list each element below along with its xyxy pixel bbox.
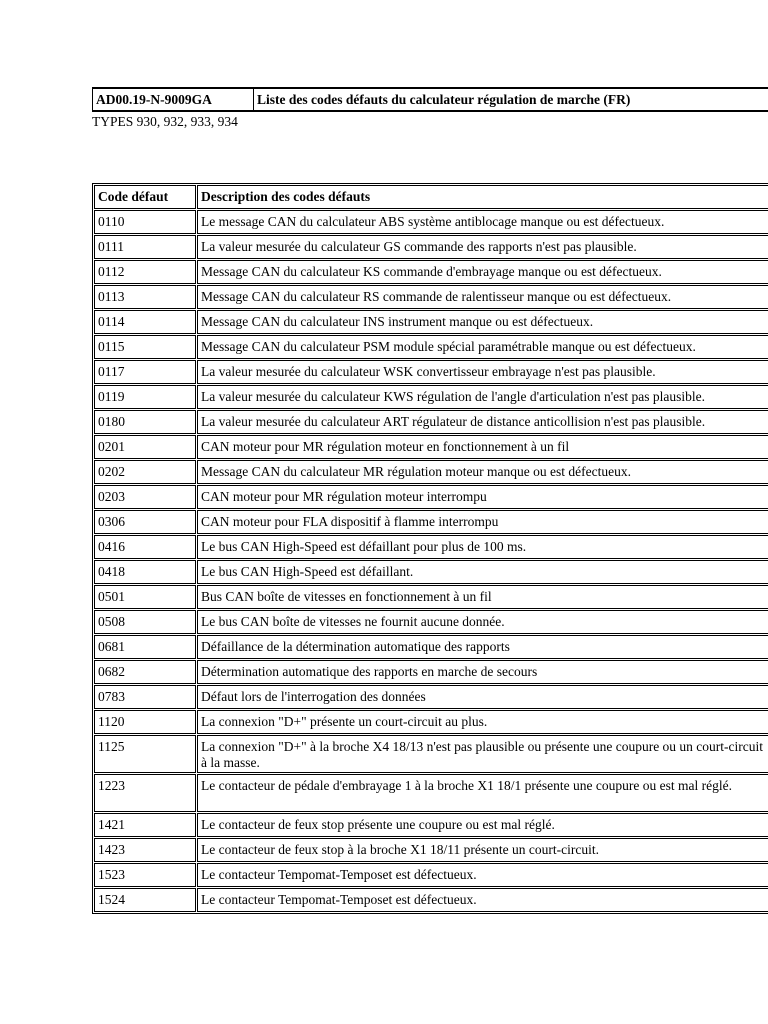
fault-description: La valeur mesurée du calculateur WSK convertisseur embrayage n'est pas plausible. — [197, 360, 768, 384]
table-row — [94, 660, 768, 684]
table-row — [94, 385, 768, 409]
table-row — [94, 360, 768, 384]
fault-description: La valeur mesurée du calculateur KWS régulation de l'angle d'articulation n'est pas plausible. — [197, 385, 768, 409]
table-row — [94, 285, 768, 309]
fault-code: 1421 — [94, 813, 196, 837]
table-row — [94, 435, 768, 459]
fault-code: 0119 — [94, 385, 196, 409]
fault-code: 1523 — [94, 863, 196, 887]
fault-code: 0114 — [94, 310, 196, 334]
fault-code: 0418 — [94, 560, 196, 584]
table-row — [94, 685, 768, 709]
fault-description: Message CAN du calculateur MR régulation moteur manque ou est défectueux. — [197, 460, 768, 484]
fault-code: 1524 — [94, 888, 196, 912]
fault-description: Le bus CAN boîte de vitesses ne fournit aucune donnée. — [197, 610, 768, 634]
fault-code: 0117 — [94, 360, 196, 384]
vehicle-types: TYPES 930, 932, 933, 934 — [92, 114, 238, 129]
table-row — [94, 735, 768, 773]
fault-description: La valeur mesurée du calculateur GS commande des rapports n'est pas plausible. — [197, 235, 768, 259]
table-row — [94, 410, 768, 434]
fault-description: Défaillance de la détermination automatique des rapports — [197, 635, 768, 659]
fault-description: CAN moteur pour FLA dispositif à flamme interrompu — [197, 510, 768, 534]
table-row — [94, 485, 768, 509]
fault-code: 0203 — [94, 485, 196, 509]
column-header-description: Description des codes défauts — [197, 185, 768, 209]
fault-description: Le contacteur de feux stop présente une coupure ou est mal réglé. — [197, 813, 768, 837]
fault-description: Le bus CAN High-Speed est défaillant pour plus de 100 ms. — [197, 535, 768, 559]
table-row — [94, 235, 768, 259]
table-row — [94, 610, 768, 634]
fault-description: Le contacteur de pédale d'embrayage 1 à la broche X1 18/1 présente une coupure ou est mal réglé. — [197, 774, 768, 812]
fault-description: La connexion "D+" à la broche X4 18/13 n'est pas plausible ou présente une coupure ou un court-circuit à la masse. — [197, 735, 768, 773]
table-row — [94, 888, 768, 912]
fault-code: 0202 — [94, 460, 196, 484]
fault-code: 0180 — [94, 410, 196, 434]
document-title: Liste des codes défauts du calculateur régulation de marche (FR) — [254, 88, 768, 111]
fault-description: Le contacteur Tempomat-Temposet est défectueux. — [197, 863, 768, 887]
table-row — [94, 710, 768, 734]
table-row — [94, 813, 768, 837]
fault-code: 1223 — [94, 774, 196, 812]
table-row — [94, 838, 768, 862]
fault-description: Le bus CAN High-Speed est défaillant. — [197, 560, 768, 584]
fault-code: 1423 — [94, 838, 196, 862]
fault-code: 0501 — [94, 585, 196, 609]
fault-description: La valeur mesurée du calculateur ART régulateur de distance anticollision n'est pas plausible. — [197, 410, 768, 434]
fault-code: 0783 — [94, 685, 196, 709]
fault-description: La connexion "D+" présente un court-circuit au plus. — [197, 710, 768, 734]
table-row — [94, 460, 768, 484]
fault-code: 0681 — [94, 635, 196, 659]
fault-description: Bus CAN boîte de vitesses en fonctionnement à un fil — [197, 585, 768, 609]
fault-code: 1120 — [94, 710, 196, 734]
fault-description: Le contacteur de feux stop à la broche X1 18/11 présente un court-circuit. — [197, 838, 768, 862]
fault-code: 0113 — [94, 285, 196, 309]
fault-code: 0416 — [94, 535, 196, 559]
table-row — [94, 863, 768, 887]
fault-code: 0112 — [94, 260, 196, 284]
table-row — [94, 635, 768, 659]
fault-description: CAN moteur pour MR régulation moteur interrompu — [197, 485, 768, 509]
fault-description: Défaut lors de l'interrogation des données — [197, 685, 768, 709]
table-header-row — [94, 185, 768, 209]
column-header-code: Code défaut — [94, 185, 196, 209]
fault-description: Message CAN du calculateur KS commande d'embrayage manque ou est défectueux. — [197, 260, 768, 284]
fault-description: Message CAN du calculateur PSM module spécial paramétrable manque ou est défectueux. — [197, 335, 768, 359]
fault-description: Détermination automatique des rapports en marche de secours — [197, 660, 768, 684]
table-row — [94, 774, 768, 812]
table-row — [94, 585, 768, 609]
fault-codes-table — [92, 183, 768, 914]
fault-description: Le contacteur Tempomat-Temposet est défectueux. — [197, 888, 768, 912]
table-row — [94, 210, 768, 234]
document-ref: AD00.19-N-9009GA — [93, 88, 254, 111]
table-row — [94, 560, 768, 584]
table-row — [94, 510, 768, 534]
table-row — [94, 535, 768, 559]
fault-description: Le message CAN du calculateur ABS système antiblocage manque ou est défectueux. — [197, 210, 768, 234]
fault-code: 0682 — [94, 660, 196, 684]
fault-code: 0306 — [94, 510, 196, 534]
document-header — [92, 87, 768, 112]
table-row — [94, 335, 768, 359]
fault-code: 0115 — [94, 335, 196, 359]
table-row — [94, 260, 768, 284]
fault-description: Message CAN du calculateur INS instrument manque ou est défectueux. — [197, 310, 768, 334]
fault-code: 0110 — [94, 210, 196, 234]
fault-code: 0111 — [94, 235, 196, 259]
fault-description: CAN moteur pour MR régulation moteur en fonctionnement à un fil — [197, 435, 768, 459]
fault-code: 0508 — [94, 610, 196, 634]
table-row — [94, 310, 768, 334]
fault-code: 0201 — [94, 435, 196, 459]
fault-code: 1125 — [94, 735, 196, 773]
fault-description: Message CAN du calculateur RS commande de ralentisseur manque ou est défectueux. — [197, 285, 768, 309]
